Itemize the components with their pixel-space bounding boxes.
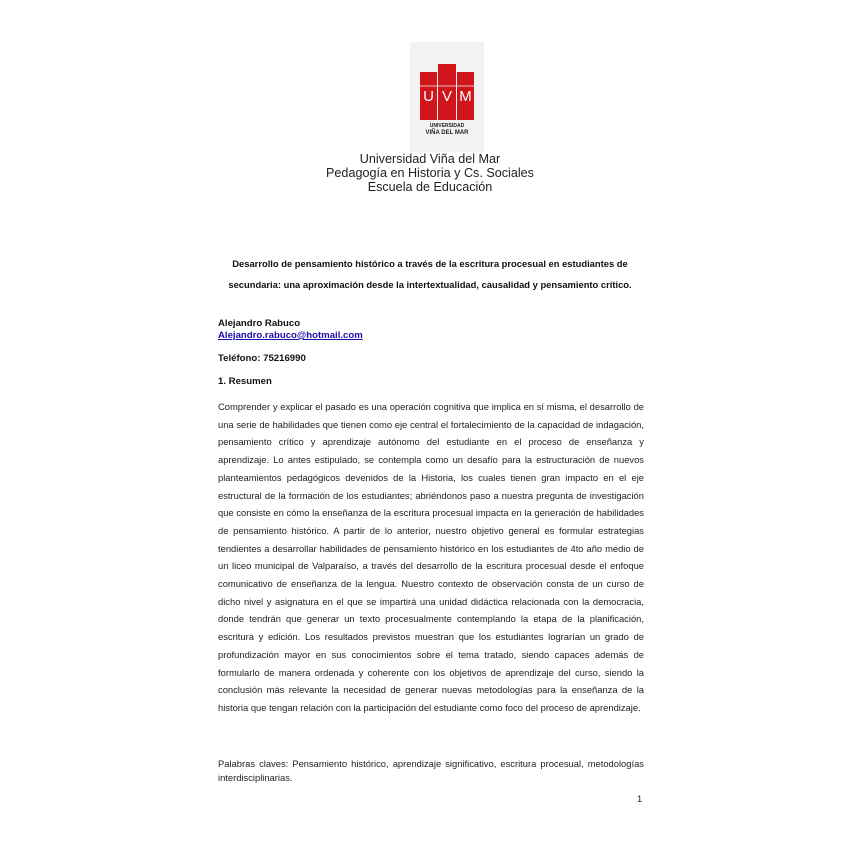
logo-letter-u: U: [423, 88, 434, 105]
page-number: 1: [637, 793, 643, 804]
university-logo: [410, 42, 484, 152]
logo-letter-v: V: [441, 88, 453, 105]
institution-block: [230, 152, 630, 194]
author-block: [218, 318, 363, 342]
program-name: Pedagogía en Historia y Cs. Sociales: [326, 166, 534, 180]
author-email-link[interactable]: Alejandro.rabuco@hotmail.com: [218, 330, 363, 341]
logo-text-universidad: UNIVERSIDAD: [429, 123, 465, 129]
logo-letter-m: M: [459, 88, 472, 105]
school-name: Escuela de Educación: [367, 180, 493, 194]
abstract-paragraph: Comprender y explicar el pasado es una operación cognitiva que implica en sí misma, el desarrollo de una serie de habilidades que tienen como eje central el fortalecimiento de la capacidad de indagación, pensamiento crítico y aprendizaje autónomo del estudiante en el proceso de enseñanza y aprendizaje. Lo antes estipulado, se contempla como un desafío para la estructuración de nuevos planteamientos pedagógicos devenidos de la Historia, los cuales tienen gran impacto en el eje estructural de la formación de los estudiantes; abriéndonos paso a nuestra pregunta de investigación que consiste en cómo la enseñanza de la escritura procesual impacta en la generación de habilidades de pensamiento histórico. A partir de lo anterior, nuestro objetivo general es formular estrategias tendientes a desarrollar habilidades de pensamiento histórico en los estudiantes de 4to año medio de un liceo municipal de Valparaíso, a través del desarrollo de la escritura procesual desde el enfoque comunicativo de enseñanza de la lengua. Nuestro contexto de observación consta de un curso de dicho nivel y asignatura en el que se impartirá una unidad didáctica relacionada con la democracia, donde tendrán que generar un texto procesualmente contemplando la etapa de la planificación, escritura y edición. Los resultados previstos muestran que los estudiantes lograrían un grado de profundización mayor en sus conocimientos sobre el tema tratado, siendo capaces además de formularlo de manera ordenada y coherente con los objetivos de aprendizaje del curso, siendo la conclusión más relevante la necesidad de generar nuevas metodologías para la enseñanza de la historia que tengan relación con la participación del estudiante como foco del proceso de aprendizaje.: [218, 401, 644, 713]
section-heading: 1. Resumen: [218, 376, 272, 387]
author-name: Alejandro Rabuco: [218, 318, 301, 329]
author-phone: Teléfono: 75216990: [218, 353, 306, 364]
keywords-paragraph: Palabras claves: Pensamiento histórico, aprendizaje significativo, escritura procesual, metodologías interdisciplinarias.: [218, 758, 644, 783]
document-title: Desarrollo de pensamiento histórico a través de la escritura procesual en estudiantes de secundaria: una aproximación desde la intertextualidad, causalidad y pensamiento crítico.: [228, 258, 632, 290]
uvm-logo-graphic: [410, 42, 484, 152]
university-name: Universidad Viña del Mar: [359, 152, 501, 166]
logo-text-vina-del-mar: VIÑA DEL MAR: [425, 130, 469, 136]
